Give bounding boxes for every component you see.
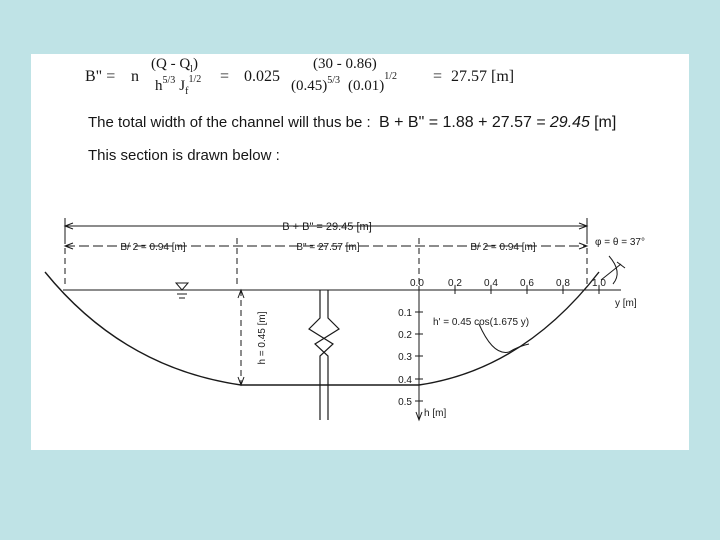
section-intro-sentence: This section is drawn below : bbox=[88, 147, 280, 164]
h-tick-4: 0.4 bbox=[398, 375, 412, 386]
channel-section-diagram bbox=[31, 54, 689, 450]
left-half-label: B/ 2 = 0.94 [m] bbox=[120, 242, 186, 253]
equation-num2: (30 - 0.86) bbox=[313, 56, 377, 72]
equation-n: n bbox=[131, 68, 139, 85]
total-width-unit: [m] bbox=[594, 114, 617, 131]
equation-lhs: B" = bbox=[85, 68, 116, 85]
y-axis-label: y [m] bbox=[615, 298, 637, 309]
y-tick-3: 0.6 bbox=[520, 278, 534, 289]
water-level-icon bbox=[176, 283, 188, 290]
y-tick-0: 0.0 bbox=[410, 278, 424, 289]
depth-label: h = 0.45 [m] bbox=[257, 311, 268, 365]
right-half-label: B/ 2 = 0.94 [m] bbox=[470, 242, 536, 253]
total-width-expression: B + B" = 1.88 + 27.57 = bbox=[379, 114, 546, 131]
equation-equals-2: = bbox=[433, 68, 443, 85]
equation-result: 27.57 [m] bbox=[451, 68, 515, 85]
equation-equals-1: = bbox=[220, 68, 230, 85]
center-width-label: B" = 27.57 [m] bbox=[296, 242, 360, 253]
total-width-text: The total width of the channel will thus be : bbox=[88, 114, 371, 131]
h-axis-label: h [m] bbox=[424, 408, 447, 419]
y-tick-1: 0.2 bbox=[448, 278, 462, 289]
y-tick-5: 1.0 bbox=[592, 278, 606, 289]
h-tick-5: 0.5 bbox=[398, 397, 412, 408]
total-width-result: 29.45 bbox=[549, 114, 590, 131]
equation-coefficient: 0.025 bbox=[244, 68, 280, 85]
h-tick-1: 0.1 bbox=[398, 308, 412, 319]
document-page bbox=[31, 54, 689, 450]
equation-den2: $(0.45)^{5/3}$ $(0.01)^{1/2}$ bbox=[291, 71, 398, 94]
equation-num1: $(Q - Q_l)$ bbox=[151, 56, 198, 75]
y-tick-4: 0.8 bbox=[556, 278, 570, 289]
y-tick-2: 0.4 bbox=[484, 278, 498, 289]
h-tick-2: 0.2 bbox=[398, 330, 412, 341]
profile-leader-line bbox=[479, 324, 529, 352]
equation-den1: $h^{5/3}$ $J_f^{1/2}$ bbox=[155, 74, 202, 97]
channel-bed-outline bbox=[45, 272, 599, 385]
angle-label: φ = θ = 37° bbox=[595, 237, 645, 248]
break-symbol bbox=[309, 290, 333, 420]
profile-equation-label: h' = 0.45 cos(1.675 y) bbox=[433, 317, 530, 328]
h-tick-3: 0.3 bbox=[398, 352, 412, 363]
total-width-label: B + B" = 29.45 [m] bbox=[282, 221, 372, 233]
